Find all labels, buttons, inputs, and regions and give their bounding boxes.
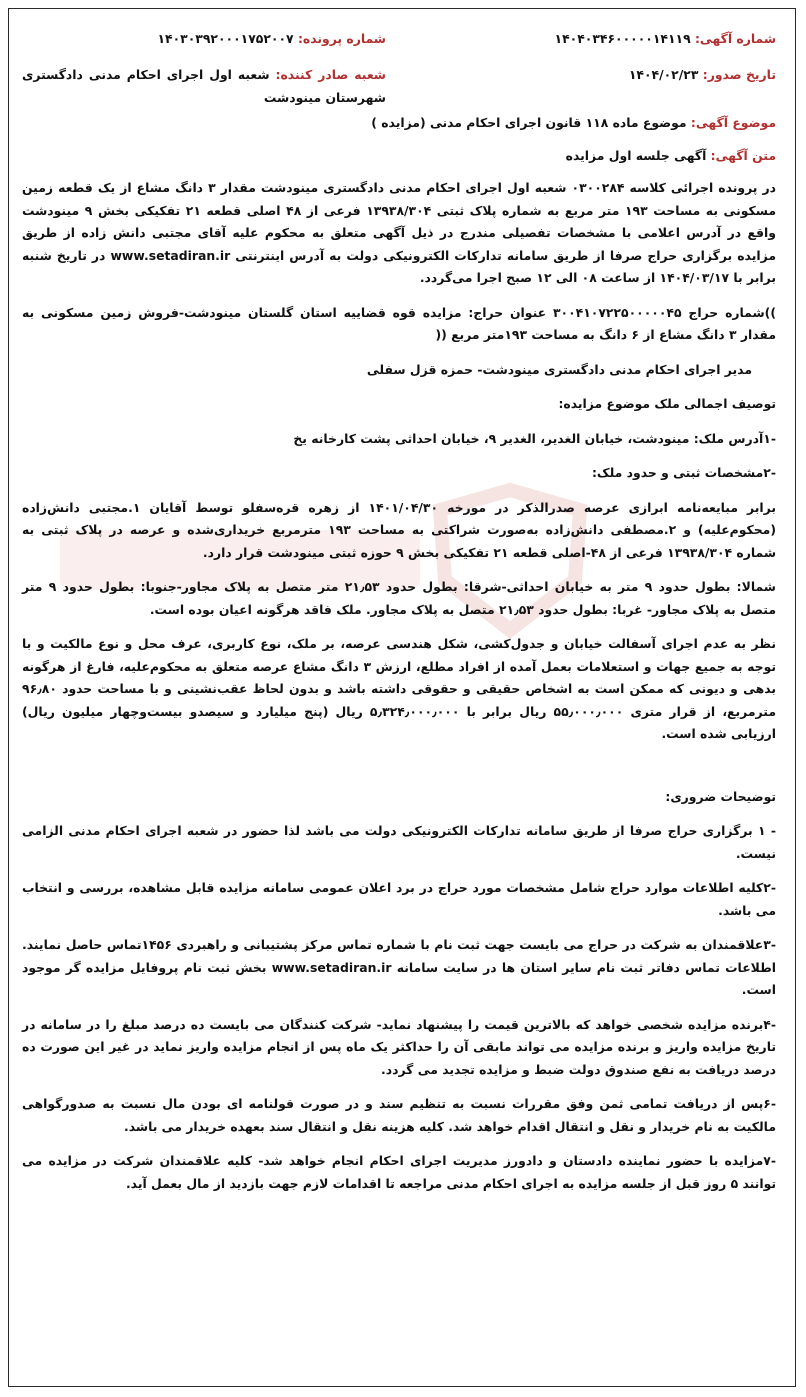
property-boundaries: شمالا: بطول حدود ۹ متر به خیابان احداثی-شرقا: بطول حدود ۲۱٫۵۳ متر متصل به پلاک مجاور-جنوبا: بطول حدود ۹ متر متصل به پلاک مجاور- غربا: بطول حدود ۲۱٫۵۳ متصل به پلاک مجاور. ملک فاقد هرگونه اعیان بوده است. [22, 579, 776, 617]
registration-title: -۲مشخصات ثبتی و حدود ملک: [591, 465, 776, 480]
note-4: -۴برنده مزایده شخصی خواهد که بالاترین قیمت را پیشنهاد نماید- شرکت کنندگان می بایست ده درصد مبلغ را در سامانه در تاریخ مزایده واریز و برنده مزایده می تواند مابقی آن را حداکثر یک ماه پس از انجام مزایده واریز نماید در غیر این صورت ده درصد دریافت به نفع صندوق دولت ضبط و مزایده تجدید می گردد. [22, 1016, 776, 1077]
property-description-title: توصیف اجمالی ملک موضوع مزایده: [558, 396, 776, 411]
issue-date-value: ۱۴۰۴/۰۲/۲۳ [628, 67, 699, 82]
note-1: - ۱ برگزاری حراج صرفا از طریق سامانه تدارکات الکترونیکی دولت می باشد لذا حضور در شعبه اجرای احکام مدنی الزامی نیست. [22, 823, 776, 861]
text-header-value: آگهی جلسه اول مزایده [565, 147, 707, 163]
header-row-1 [22, 28, 782, 64]
subject-value: موضوع ماده ۱۱۸ قانون اجرای احکام مدنی (مزایده ) [371, 115, 687, 130]
ad-number [555, 28, 777, 51]
issue-date [629, 64, 776, 87]
header-row-2 [22, 64, 782, 105]
note-2: -۲کلیه اطلاعات موارد حراج شامل مشخصات مورد حراج در برد اعلان عمومی سامانه مزایده قابل مشاهده، بررسی و انتخاب می باشد. [22, 880, 776, 918]
notice-content [22, 28, 782, 1207]
case-number-value: ۱۴۰۳۰۳۹۲۰۰۰۱۷۵۲۰۰۷ [157, 31, 294, 46]
property-address: -۱آدرس ملک: مینودشت، خیابان الغدیر، الغدیر ۹، خیابان احداثی پشت کارخانه یخ [293, 430, 776, 446]
note-7: -۷مزایده با حضور نماینده دادستان و دادورز مدیریت اجرای احکام انجام خواهد شد- کلیه علاقمندان شرکت در مزایده می توانند ۵ روز قبل از جلسه مزایده به اجرای احکام مدنی مراجعه تا اقدامات لازم جهت بازدید از مال بعمل آید. [22, 1153, 776, 1191]
auction-number-paragraph: ))شماره حراج ۳۰۰۴۱۰۷۲۲۵۰۰۰۰۰۴۵ عنوان حراج: مزایده قوه قضاییه استان گلستان مینودشت-فروش زمین مسکونی به مقدار ۳ دانگ مشاع از ۶ دانگ به مساحت ۱۹۳متر مربع (( [22, 304, 776, 342]
note-6: -۶پس از دریافت تمامی ثمن وفق مقررات نسبت به تنظیم سند و در صورت قولنامه ای بودن مال نسبت به صدورگواهی مالکیت به نام خریدار و نقل و انتقال اقدام خواهد شد. کلیه هزینه نقل و انتقال سند بعهده خریدار می باشد. [22, 1096, 776, 1134]
manager-signature: مدیر اجرای احکام مدنی دادگستری مینودشت- حمزه قزل سفلی [366, 361, 752, 377]
issuing-branch-value: شعبه اول اجرای احکام مدنی دادگستری شهرستان مینودشت [22, 67, 386, 105]
issuing-branch-label: شعبه صادر کننده: [275, 67, 386, 82]
issuing-branch [22, 64, 386, 109]
ad-number-value: ۱۴۰۴۰۳۴۶۰۰۰۰۰۱۴۱۱۹ [554, 31, 691, 46]
text-header-line [22, 145, 776, 168]
body-paragraph-1: در پرونده اجرائی کلاسه ۰۳۰۰۲۸۴ شعبه اول اجرای احکام مدنی دادگستری مینودشت مقدار ۳ دانگ مشاع از یک قطعه زمین مسکونی به مساحت ۱۹۳ متر مربع به شماره پلاک ثبتی ۱۳۹۳۸/۳۰۴ فرعی از ۴۸ اصلی قطعه ۲۱ تفکیکی بخش ۹ مینودشت واقع در آدرس اعلامی با مشخصات تفصیلی مندرج در ذیل آگهی متعلق به محکوم علیه آقای مجتبی دانش زاده از طریق مزایده برگزاری حراج صرفا از طریق سامانه تدارکات الکترونیکی دولت به آدرس اینترنتی www.setadiran.ir در تاریخ شنبه برابر با ۱۴۰۴/۰۳/۱۷ از ساعت ۰۸ الی ۱۲ صبح اجرا می‌گردد. [22, 180, 777, 285]
case-number-label: شماره پرونده: [297, 31, 386, 46]
text-header-label: متن آگهی: [710, 147, 776, 163]
valuation-paragraph: نظر به عدم اجرای آسفالت خیابان و جدول‌کشی، شکل هندسی عرصه، بر ملک، نوع کاربری، عرف محل و نوع مالکیت و با توجه به جمیع جهات و استعلامات بعمل آمده از افراد مطلع، ارزش ۳ دانگ مشاع عرصه متعلق به محکوم‌علیه، فارغ از هرگونه بدهی و دیونی که ممکن است به اشخاص حقیقی و حقوقی داشته باشد و بدون لحاظ عقب‌نشینی و با مساحت حدود ۹۶٫۸۰ مترمربع، از قرار متری ۵۵٫۰۰۰٫۰۰۰ ریال برابر با ۵٫۳۲۴٫۰۰۰٫۰۰۰ ریال (پنج میلیارد و سیصدو بیست‌وچهار میلیون ریال) ارزیابی شده است. [22, 636, 776, 741]
subject-block [22, 112, 782, 167]
case-number [157, 28, 386, 51]
note-3: -۳علاقمندان به شرکت در حراج می بایست جهت ثبت نام با شماره تماس مرکز پشتیبانی و راهبردی ۱۴۵۶تماس حاصل نمایند. اطلاعات تماس دفاتر ثبت نام سایر استان ها در سایت سامانه www.setadiran.ir بخش ثبت نام پروفایل مزایده گر موجود است. [22, 937, 776, 997]
notes-title: توضیحات ضروری: [665, 788, 776, 804]
issue-date-label: تاریخ صدور: [702, 67, 776, 82]
subject-label: موضوع آگهی: [690, 115, 776, 130]
subject-line [22, 112, 776, 135]
ad-number-label: شماره آگهی: [694, 31, 776, 46]
registration-details: برابر مبایعه‌نامه ابرازی عرصه صدرالذکر در مورخه ۱۴۰۱/۰۴/۳۰ از زهره قره‌سفلو توسط آقایان ۱.مجتبی دانش‌زاده (محکوم‌علیه) و ۲.مصطفی دانش‌زاده به‌صورت شراکتی به مساحت ۱۹۳ مترمربع خریداری‌شده و عرصه در پلاک ثبتی به شماره ۱۳۹۳۸/۳۰۴ فرعی از ۴۸-اصلی قطعه ۲۱ تفکیکی بخش ۹ حوزه ثبتی مینودشت قرار دارد. [22, 499, 777, 560]
